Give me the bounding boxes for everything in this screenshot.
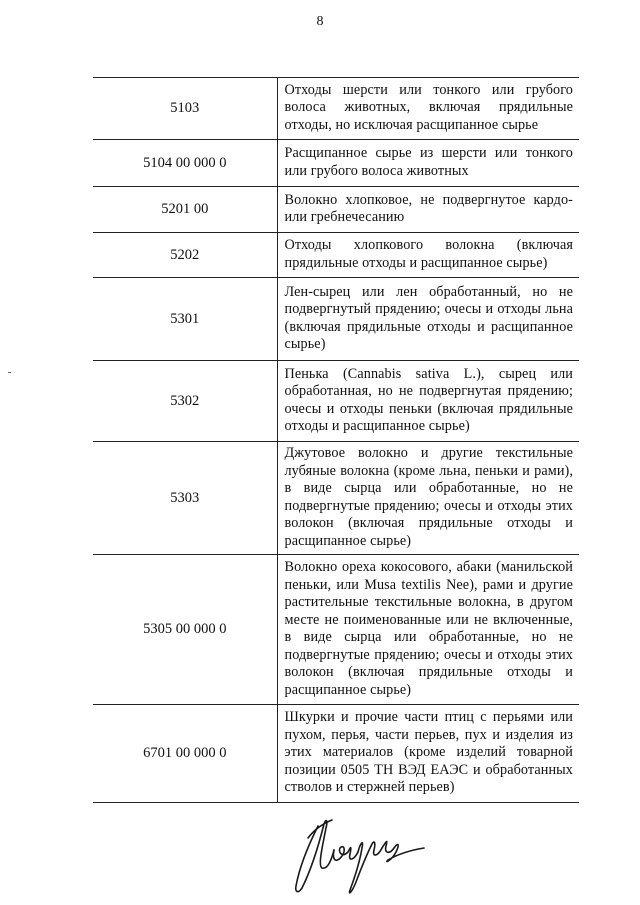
commodity-code: 6701 00 000 0 bbox=[93, 705, 277, 803]
commodity-description: Отходы хлопкового волокна (включая прядильные отходы и расщипанное сырье) bbox=[277, 233, 579, 278]
commodity-description: Лен-сырец или лен обработанный, но не подвергнутый прядению; очесы и отходы льна (включая прядильные отходы и расщипанное сырье) bbox=[277, 278, 579, 361]
commodity-code: 5103 bbox=[93, 78, 277, 140]
commodity-code: 5301 bbox=[93, 278, 277, 361]
table-row bbox=[93, 187, 579, 233]
commodity-description: Шкурки и прочие части птиц с перьями или пухом, перья, части перьев, пух и изделия из этих материалов (кроме изделий товарной позиции 0505 ТН ВЭД ЕАЭС и обработанных стволов и стержней перьев) bbox=[277, 705, 579, 803]
commodity-code: 5104 00 000 0 bbox=[93, 140, 277, 187]
table-row bbox=[93, 705, 579, 803]
table-row bbox=[93, 233, 579, 278]
table-row bbox=[93, 361, 579, 442]
commodity-code: 5303 bbox=[93, 442, 277, 555]
commodity-code: 5302 bbox=[93, 361, 277, 442]
signature bbox=[288, 808, 428, 900]
commodity-description: Джутовое волокно и другие текстильные лубяные волокна (кроме льна, пеньки и рами), в виде сырца или обработанные, но не подвергнутые прядению; очесы и отходы этих волокон (включая прядильные отходы и расщипанное сырье) bbox=[277, 442, 579, 555]
commodity-description: Расщипанное сырье из шерсти или тонкого или грубого волоса животных bbox=[277, 140, 579, 187]
table-row bbox=[93, 555, 579, 705]
table-row bbox=[93, 78, 579, 140]
commodity-description: Отходы шерсти или тонкого или грубого волоса животных, включая прядильные отходы, но исключая расщипанное сырье bbox=[277, 78, 579, 140]
commodity-description: Волокно ореха кокосового, абаки (манильской пеньки, или Musa textilis Nee), рами и другие растительные текстильные волокна, в другом месте не поименованные или не включенные, в виде сырца или обработанные, но не подвергнутые прядению; очесы и отходы этих волокон (включая прядильные отходы и расщипанное сырье) bbox=[277, 555, 579, 705]
commodity-description: Пенька (Cannabis sativa L.), сырец или обработанная, но не подвергнутая прядению; очесы и отходы пеньки (включая прядильные отходы и расщипанное сырье) bbox=[277, 361, 579, 442]
commodity-description: Волокно хлопковое, не подвергнутое кардо- или гребнечесанию bbox=[277, 187, 579, 233]
margin-mark bbox=[8, 372, 11, 373]
page-number: 8 bbox=[316, 14, 324, 29]
commodity-code: 5202 bbox=[93, 233, 277, 278]
commodity-code: 5305 00 000 0 bbox=[93, 555, 277, 705]
table-row bbox=[93, 442, 579, 555]
commodity-code: 5201 00 bbox=[93, 187, 277, 233]
codes-table bbox=[93, 77, 579, 803]
table-row bbox=[93, 140, 579, 187]
table-row bbox=[93, 278, 579, 361]
